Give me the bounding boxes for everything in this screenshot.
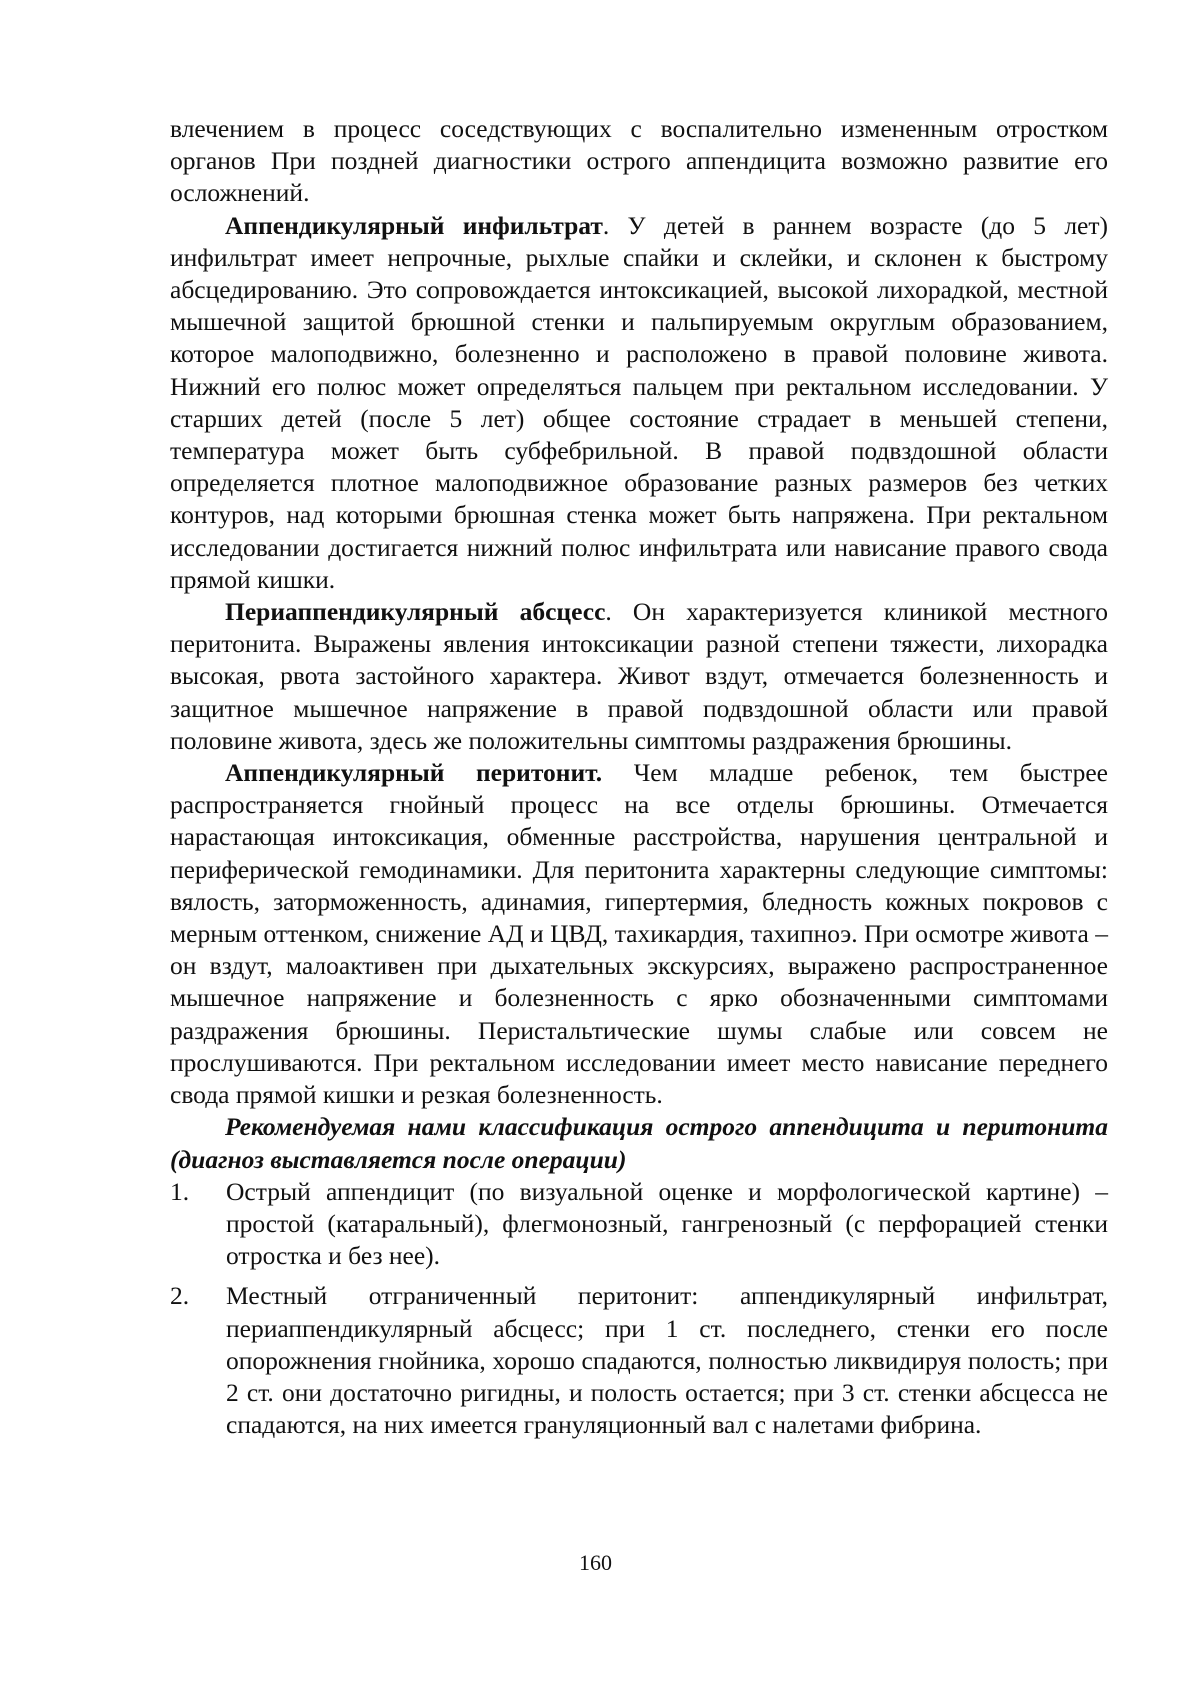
list-item xyxy=(170,1176,1108,1273)
list-item-number: 2. xyxy=(170,1281,190,1311)
text-infiltrate: . У детей в раннем возрасте (до 5 лет) инфильтрат имеет непрочные, рыхлые спайки и склейки, и склонен к быстрому абсцедированию. Это сопровождается интоксикацией, высокой лихорадкой, местной мышечной защитой брюшной стенки и пальпируемым округлым образованием, которое малоподвижно, болезненно и расположено в правой половине живота. Нижний его полюс может определяться пальцем при ректальном исследовании. У старших детей (после 5 лет) общее состояние страдает в меньшей степени, температура может быть субфебрильной. В правой подвздошной области определяется плотное малоподвижное образование разных размеров без четких контуров, над которыми брюшная стенка может быть напряжена. При ректальном исследовании достигается нижний полюс инфильтрата или нависание правого свода прямой кишки. xyxy=(170,210,1108,594)
heading-infiltrate: Аппендикулярный инфильтрат xyxy=(225,210,603,240)
text-abscess: . Он характеризуется клиникой местного перитонита. Выражены явления интоксикации разной степени тяжести, лихорадка высокая, рвота застойного характера. Живот вздут, отмечается болезненность и защитное мышечное напряжение в правой подвздошной области или правой половине живота, здесь же положительны симптомы раздражения брюшины. xyxy=(170,597,1108,755)
heading-abscess: Периаппендикулярный абсцесс xyxy=(225,597,606,627)
list-item xyxy=(170,1280,1108,1441)
list-item-text: Местный отграниченный перитонит: аппендикулярный инфильтрат, периаппендикулярный абсцесс; при 1 ст. последнего, стенки его после опорожнения гнойника, хорошо спадаются, полностью ликвидируя полость; при 2 ст. они достаточно ригидны, и полость остается; при 3 ст. стенки абсцесса не спадаются, на них имеется грануляционный вал с налетами фибрина. xyxy=(226,1281,1108,1440)
classification-list xyxy=(170,1176,1108,1442)
heading-peritonitis: Аппендикулярный перитонит. xyxy=(225,758,603,788)
list-item-text: Острый аппендицит (по визуальной оценке и морфологической картине) – простой (катаральный), флегмонозный, гангренозный (с перфорацией стенки отростка и без нее). xyxy=(226,1176,1108,1271)
classification-heading: Рекомендуемая нами классификация острого аппендицита и перитонита (диагноз выставляется после операции) xyxy=(170,1112,1108,1174)
page-number: 160 xyxy=(579,1550,612,1575)
document-body xyxy=(170,113,1108,1449)
paragraph-peritonitis xyxy=(170,757,1108,1111)
text-peritonitis: Чем младше ребенок, тем быстрее распространяется гнойный процесс на все отделы брюшины. Отмечается нарастающая интоксикация, обменные расстройства, нарушения центральной и периферической гемодинамики. Для перитонита характерны следующие симптомы: вялость, заторможенность, адинамия, гипертермия, бледность кожных покровов с мерным оттенком, снижение АД и ЦВД, тахикардия, тахипноэ. При осмотре живота – он вздут, малоактивен при дыхательных экскурсиях, выражено распространенное мышечное напряжение и болезненность с ярко обозначенными симптомами раздражения брюшины. Перистальтические шумы слабые или совсем не прослушиваются. При ректальном исследовании имеет место нависание переднего свода прямой кишки и резкая болезненность. xyxy=(170,758,1108,1110)
paragraph-infiltrate xyxy=(170,210,1108,596)
list-item-number: 1. xyxy=(170,1176,190,1206)
paragraph-abscess xyxy=(170,596,1108,757)
paragraph-continuation: влечением в процесс соседствующих с воспалительно измененным отростком органов При поздней диагностики острого аппендицита возможно развитие его осложнений. xyxy=(170,114,1108,208)
